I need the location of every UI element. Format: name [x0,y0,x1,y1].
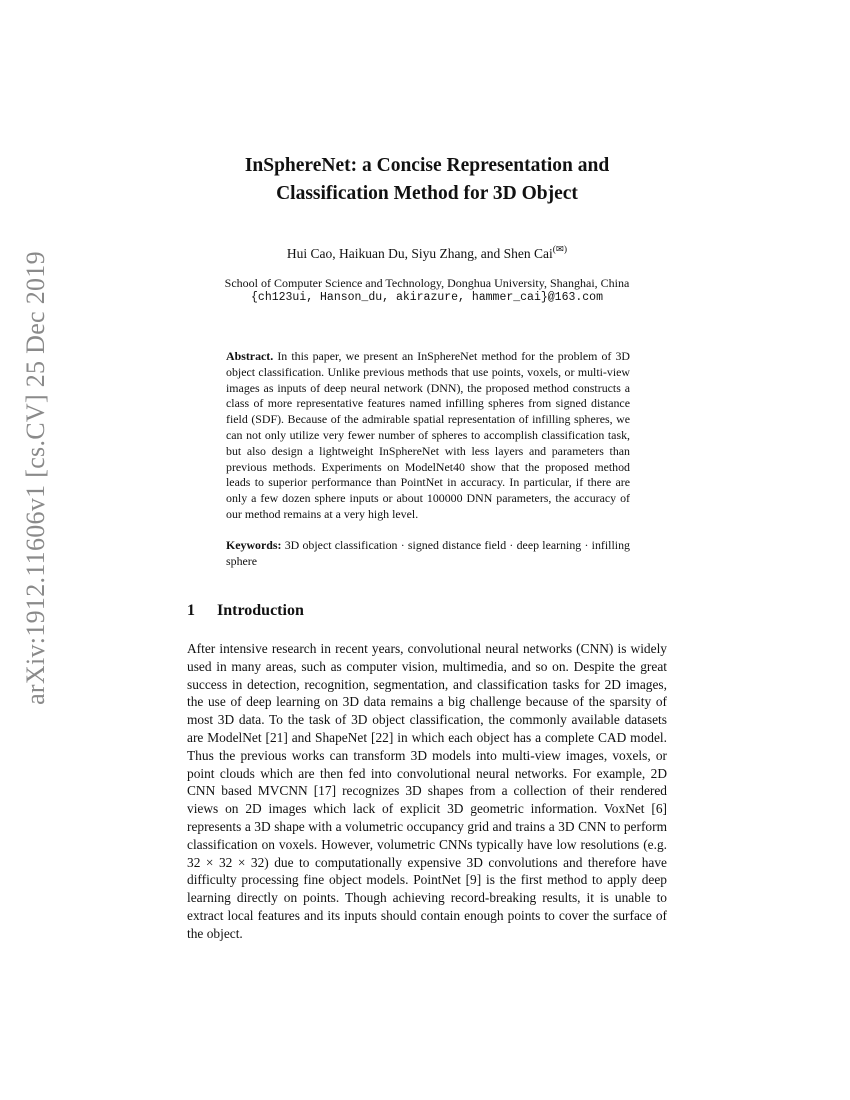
author-names: Hui Cao, Haikuan Du, Siyu Zhang, and Shen Cai [286,246,553,261]
affiliation: School of Computer Science and Technology, Donghua University, Shanghai, China [224,276,630,290]
author-emails: {ch123ui, Hanson_du, akirazure, hammer_cai}@163.com [251,291,603,304]
section-heading [187,601,304,621]
section-number: 1 [187,602,195,619]
title-line-1: InSphereNet: a Concise Representation and [244,155,610,176]
paper-title [150,152,704,208]
arxiv-stamp: arXiv:1912.11606v1 [cs.CV] 25 Dec 2019 [21,251,50,705]
corresponding-author-mark: (✉) [552,245,568,255]
keywords-label: Keywords: [226,538,282,552]
section-title: Introduction [217,602,304,619]
authors [150,241,704,263]
title-line-2: Classification Method for 3D Object [276,183,578,204]
keywords-text: 3D object classification · signed distance field · deep learning · infilling sphere [226,538,630,568]
intro-paragraph: After intensive research in recent years, convolutional neural networks (CNN) is widely used in many areas, such as computer vision, multimedia, and so on. Despite the great success in detection, recognition, segmentation, and classification tasks for 2D images, the use of deep learning on 3D data remains a big challenge because of the sparsity of most 3D data. To the task of 3D object classification, the commonly available datasets are ModelNet [21] and ShapeNet [22] in which each object has a complete CAD model. Thus the previous works can transform 3D models into multi-view images, voxels, or point clouds which are then fed into convolutional neural networks. For example, 2D CNN based MVCNN [17] recognizes 3D shapes from a collection of their rendered views on 2D images which lack of explicit 3D geometric information. VoxNet [6] represents a 3D shape with a volumetric occupancy grid and trains a 3D CNN to perform classification on voxels. However, volumetric CNNs typically have low resolutions (e.g. 32 × 32 × 32) due to computationally expensive 3D convolutions and therefore have difficulty processing fine object models. PointNet [9] is the first method to apply deep learning directly on points. Though achieving record-breaking results, it is unable to extract local features and its inputs should contain enough points to cover the surface of the object. [187,641,667,941]
abstract-label: Abstract. [226,349,274,363]
abstract-text: In this paper, we present an InSphereNet method for the problem of 3D object classification. Unlike previous methods that use points, voxels, or multi-view images as inputs of deep neural network (DNN), the proposed method constructs a class of more representative features named infilling spheres from signed distance field (SDF). Because of the admirable spatial representation of infilling spheres, we can not only utilize very fewer number of spheres to accomplish classification task, but also design a lightweight InSphereNet with less layers and parameters than previous methods. Experiments on ModelNet40 show that the proposed method leads to superior performance than PointNet in accuracy. In particular, if there are only a few dozen sphere inputs or about 100000 DNN parameters, the accuracy of our method remains at a very high level. [226,349,630,521]
abstract [226,349,630,523]
keywords [226,538,630,570]
